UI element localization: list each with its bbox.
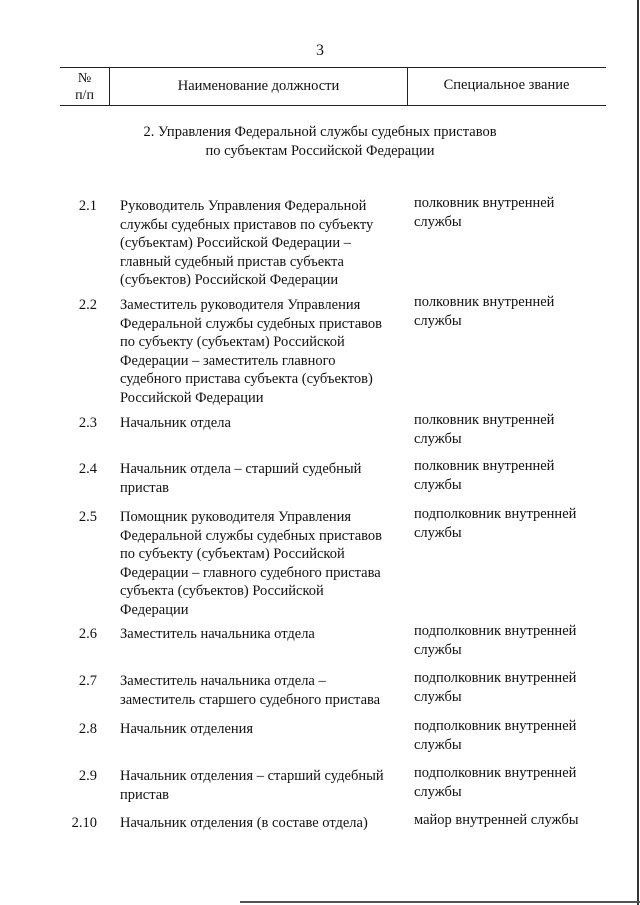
row-position bbox=[120, 508, 400, 619]
row-number: 2.5 bbox=[78, 509, 97, 525]
rank-line: службы bbox=[414, 783, 462, 800]
section-title-line: по субъектам Российской Федерации bbox=[205, 142, 435, 159]
rank-line: подполковник внутренней bbox=[414, 506, 577, 522]
header-rank: Специальное звание bbox=[443, 77, 570, 93]
row-rank bbox=[414, 411, 614, 448]
row-number: 2.9 bbox=[78, 768, 97, 784]
row-position bbox=[120, 460, 400, 497]
position-line: судебного пристава субъекта (субъектов) bbox=[120, 371, 373, 387]
position-line: субъекта (субъектов) Российской bbox=[120, 583, 324, 599]
row-number: 2.7 bbox=[78, 673, 97, 689]
position-line: Федеральной службы судебных приставов bbox=[120, 315, 383, 332]
position-line: службы судебных приставов по субъекту bbox=[120, 216, 374, 233]
row-rank bbox=[414, 293, 614, 330]
rank-line: службы bbox=[414, 213, 462, 230]
rank-line: полковник внутренней bbox=[414, 195, 555, 211]
position-line: Заместитель руководителя Управления bbox=[120, 297, 361, 313]
position-line: Заместитель начальника отдела bbox=[120, 626, 315, 642]
position-line: Федеральной службы судебных приставов bbox=[120, 527, 383, 544]
row-position bbox=[120, 296, 400, 407]
position-line: Начальник отдела bbox=[120, 415, 231, 431]
section-title-line: 2. Управления Федеральной службы судебных приставов bbox=[143, 124, 497, 140]
rank-line: полковник внутренней bbox=[414, 458, 555, 474]
row-rank bbox=[414, 505, 614, 542]
position-line: пристав bbox=[120, 786, 170, 803]
row-number: 2.6 bbox=[78, 626, 97, 642]
rank-line: службы bbox=[414, 430, 462, 447]
header-number-line: № bbox=[77, 71, 92, 86]
header-position: Наименование должности bbox=[110, 68, 408, 105]
row-number: 2.8 bbox=[78, 721, 97, 737]
header-number bbox=[60, 68, 110, 105]
rank-line: службы bbox=[414, 476, 462, 493]
position-line: Федерации bbox=[120, 601, 189, 618]
position-line: Федерации – главного судебного пристава bbox=[120, 564, 381, 581]
row-rank bbox=[414, 669, 614, 706]
rank-line: полковник внутренней bbox=[414, 412, 555, 428]
row-number: 2.10 bbox=[71, 815, 97, 831]
rank-line: подполковник внутренней bbox=[414, 765, 577, 781]
rank-line: службы bbox=[414, 312, 462, 329]
rank-line: службы bbox=[414, 688, 462, 705]
position-line: пристав bbox=[120, 479, 170, 496]
row-rank bbox=[414, 622, 614, 659]
position-line: главный судебный пристав субъекта bbox=[120, 253, 344, 270]
row-rank bbox=[414, 764, 614, 801]
position-line: Начальник отделения (в составе отдела) bbox=[120, 815, 368, 831]
rank-line: подполковник внутренней bbox=[414, 670, 577, 686]
position-line: Начальник отделения bbox=[120, 721, 254, 737]
row-rank bbox=[414, 457, 614, 494]
position-line: Начальник отдела – старший судебный bbox=[120, 461, 362, 477]
row-position bbox=[120, 625, 400, 644]
rank-line: полковник внутренней bbox=[414, 294, 555, 310]
row-rank bbox=[414, 811, 614, 830]
position-line: Российской Федерации bbox=[120, 389, 264, 406]
position-line: Федерации – заместитель главного bbox=[120, 352, 336, 369]
row-position bbox=[120, 767, 400, 804]
rank-line: службы bbox=[414, 524, 462, 541]
header-number-line: п/п bbox=[75, 88, 94, 103]
row-position bbox=[120, 672, 400, 709]
row-number: 2.2 bbox=[78, 297, 97, 313]
position-line: Руководитель Управления Федеральной bbox=[120, 198, 367, 214]
row-position bbox=[120, 720, 400, 739]
table-header bbox=[60, 67, 606, 106]
row-number: 2.3 bbox=[78, 415, 97, 431]
position-line: по субъекту (субъектам) Российской bbox=[120, 334, 345, 350]
section-title bbox=[0, 123, 640, 160]
row-rank bbox=[414, 717, 614, 754]
row-number: 2.1 bbox=[78, 198, 97, 214]
rank-line: подполковник внутренней bbox=[414, 623, 577, 639]
position-line: (субъектов) Российской Федерации bbox=[120, 272, 339, 288]
rank-line: службы bbox=[414, 641, 462, 658]
row-rank bbox=[414, 194, 614, 231]
position-line: Заместитель начальника отдела – bbox=[120, 673, 326, 689]
position-line: заместитель старшего судебного пристава bbox=[120, 691, 381, 708]
row-position bbox=[120, 814, 400, 833]
rank-line: службы bbox=[414, 736, 462, 753]
position-line: Помощник руководителя Управления bbox=[120, 509, 352, 525]
rank-line: майор внутренней службы bbox=[414, 812, 579, 828]
row-number: 2.4 bbox=[78, 461, 97, 477]
position-line: по субъекту (субъектам) Российской bbox=[120, 546, 345, 562]
position-line: Начальник отделения – старший судебный bbox=[120, 768, 384, 784]
rank-line: подполковник внутренней bbox=[414, 718, 577, 734]
page-number: 3 bbox=[316, 42, 324, 59]
position-line: (субъектам) Российской Федерации – bbox=[120, 235, 351, 251]
row-position bbox=[120, 414, 400, 433]
page-edge bbox=[240, 901, 640, 903]
row-position bbox=[120, 197, 400, 290]
